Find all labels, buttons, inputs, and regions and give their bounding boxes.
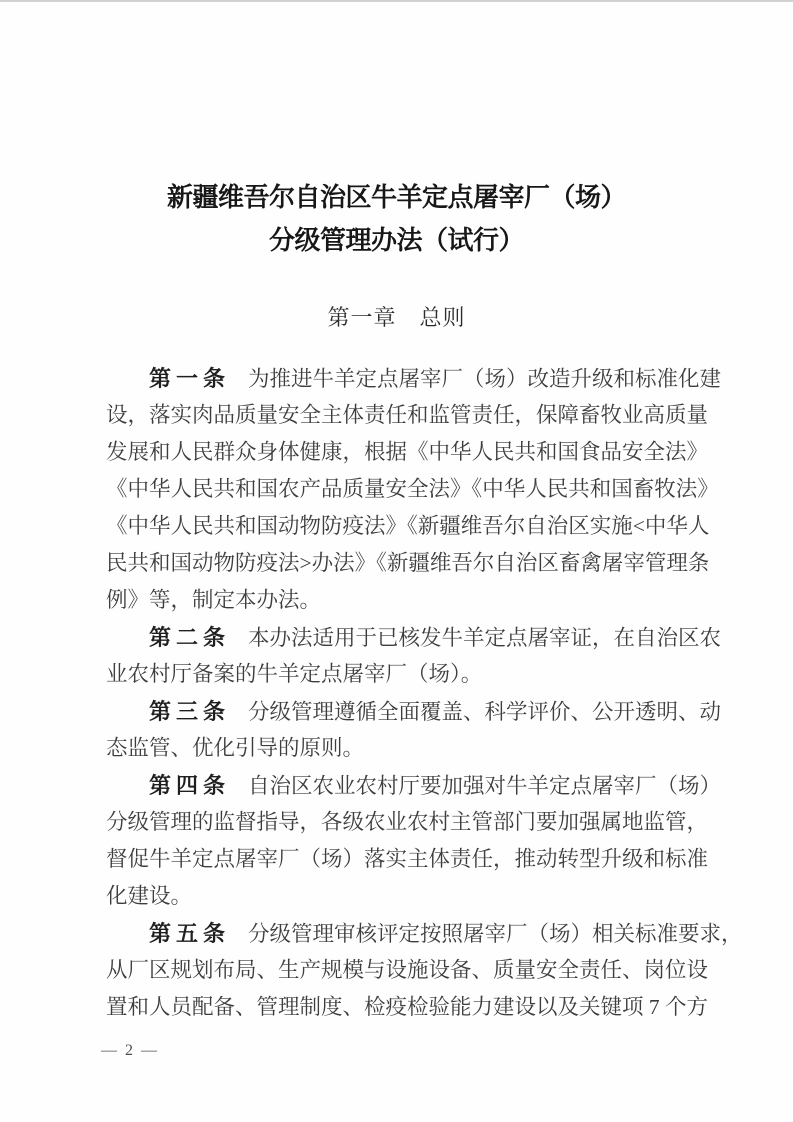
article-2-text-start: 本办法适用于已核发牛羊定点屠宰证，在自治区农: [248, 626, 722, 650]
article-2: [106, 619, 726, 693]
article-2-line-1: [106, 619, 726, 656]
article-5-line-1: [106, 915, 743, 952]
article-1-line-7: 例》等，制定本办法。: [106, 588, 322, 612]
article-4-line-4: 化建设。: [106, 884, 193, 908]
article-5: [106, 915, 743, 1026]
article-5-line-2: 从厂区规划布局、生产规模与设施设备、质量安全责任、岗位设: [106, 958, 709, 982]
article-5-number: 第五条: [149, 921, 231, 946]
article-4: [106, 767, 726, 915]
scan-edge-artifact: [0, 0, 793, 2]
article-1-line-5: 《中华人民共和国动物防疫法》《新疆维吾尔自治区实施<中华人: [106, 514, 710, 538]
article-1-text-start: 为推进牛羊定点屠宰厂（场）改造升级和标准化建: [248, 367, 722, 391]
article-1-number: 第一条: [149, 366, 231, 391]
article-3-text-start: 分级管理遵循全面覆盖、科学评价、公开透明、动: [248, 700, 722, 724]
article-1-line-4: 《中华人民共和国农产品质量安全法》《中华人民共和国畜牧法》: [106, 477, 719, 501]
page-number: — 2 —: [101, 1042, 159, 1059]
article-2-number: 第二条: [149, 625, 231, 650]
document-title-line-1: 新疆维吾尔自治区牛羊定点屠宰厂（场）: [166, 183, 626, 212]
document-title: [0, 176, 793, 262]
article-4-number: 第四条: [149, 773, 231, 798]
article-4-line-3: 督促牛羊定点屠宰厂（场）落实主体责任，推动转型升级和标准: [106, 847, 709, 871]
chapter-heading: 第一章 总则: [327, 305, 466, 330]
document-body: [106, 360, 743, 1026]
document-title-line-2: 分级管理办法（试行）: [268, 226, 524, 255]
article-4-line-2: 分级管理的监督指导，各级农业农村主管部门要加强属地监管，: [106, 810, 709, 834]
article-1-line-1: [106, 360, 726, 397]
article-4-line-1: [106, 767, 726, 804]
article-3: [106, 693, 726, 767]
article-2-line-2: 业农村厅备案的牛羊定点屠宰厂（场）。: [106, 662, 483, 686]
article-5-text-start: 分级管理审核评定按照屠宰厂（场）相关标准要求，: [248, 922, 743, 946]
article-1-line-2: 设，落实肉品质量安全主体责任和监管责任，保障畜牧业高质量: [106, 403, 709, 427]
article-3-number: 第三条: [149, 699, 231, 724]
article-1-line-6: 民共和国动物防疫法>办法》《新疆维吾尔自治区畜禽屠宰管理条: [106, 551, 710, 575]
article-4-text-start: 自治区农业农村厅要加强对牛羊定点屠宰厂（场）: [248, 774, 722, 798]
article-5-line-3: 置和人员配备、管理制度、检疫检验能力建设以及关键项 7 个方: [106, 995, 709, 1019]
article-3-line-1: [106, 693, 726, 730]
article-3-line-2: 态监管、优化引导的原则。: [106, 736, 365, 760]
article-1-line-3: 发展和人民群众身体健康，根据《中华人民共和国食品安全法》: [106, 440, 709, 464]
article-1: [106, 360, 726, 619]
